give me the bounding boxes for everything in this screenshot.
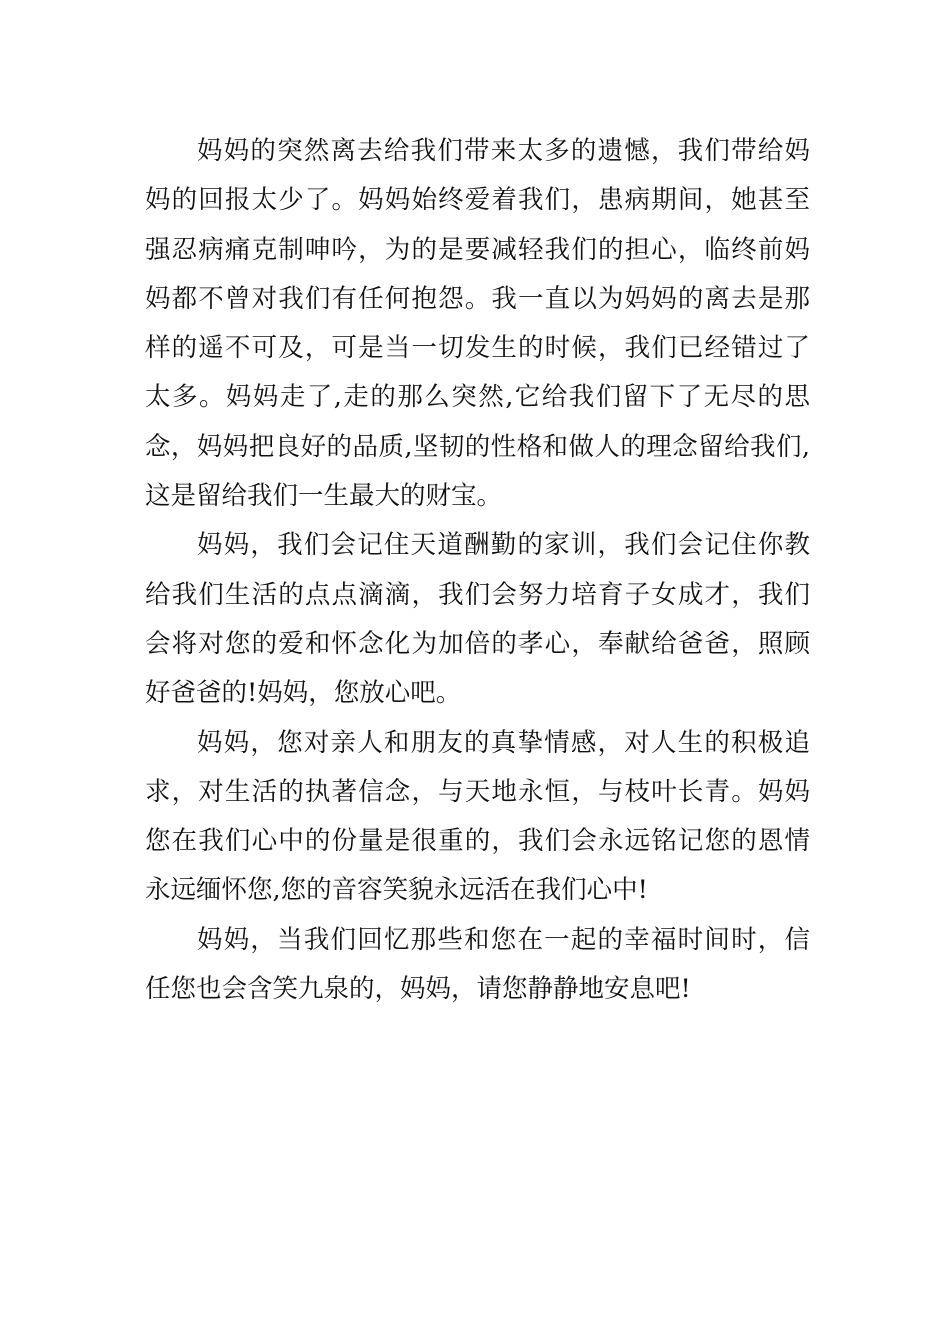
text-line: 妈都不曾对我们有任何抱怨。我一直以为妈妈的离去是那 (145, 283, 810, 314)
text-line: 妈妈的突然离去给我们带来太多的遗憾，我们带给妈 (197, 136, 810, 166)
text-line: 给我们生活的点点滴滴，我们会努力培育子女成才，我们 (145, 579, 810, 610)
text-line: 妈的回报太少了。妈妈始终爱着我们，患病期间，她甚至 (145, 185, 810, 216)
text-line: 任您也会含笑九泉的，妈妈，请您静静地安息吧! (145, 974, 691, 1005)
text-line: 强忍病痛克制呻吟，为的是要减轻我们的担心，临终前妈 (145, 234, 810, 265)
paragraph-2 (145, 521, 810, 718)
text-line: 会将对您的爱和怀念化为加倍的孝心，奉献给爸爸，照顾 (145, 628, 810, 659)
text-line: 这是留给我们一生最大的财宝。 (145, 481, 503, 512)
text-line: 妈妈，我们会记住天道酬勤的家训，我们会记住你教 (197, 530, 810, 561)
text-line: 好爸爸的!妈妈，您放心吧。 (145, 678, 462, 709)
text-line: 妈妈，当我们回忆那些和您在一起的幸福时间时，信 (197, 924, 810, 955)
text-line: 永远缅怀您,您的音容笑貌永远活在我们心中! (145, 875, 648, 906)
paragraph-1 (145, 127, 810, 521)
document-body (145, 127, 810, 1014)
text-line: 念，妈妈把良好的品质,坚韧的性格和做人的理念留给我们, (145, 431, 810, 462)
text-line: 您在我们心中的份量是很重的，我们会永远铭记您的恩情 (145, 826, 810, 857)
text-line: 求，对生活的执著信念，与天地永恒，与枝叶长青。妈妈 (145, 776, 810, 807)
text-line: 样的遥不可及，可是当一切发生的时候，我们已经错过了 (145, 333, 810, 364)
text-line: 太多。妈妈走了,走的那么突然,它给我们留下了无尽的思 (145, 382, 810, 413)
paragraph-3 (145, 719, 810, 916)
text-line: 妈妈，您对亲人和朋友的真挚情感，对人生的积极追 (197, 727, 810, 758)
paragraph-4 (145, 916, 810, 1015)
